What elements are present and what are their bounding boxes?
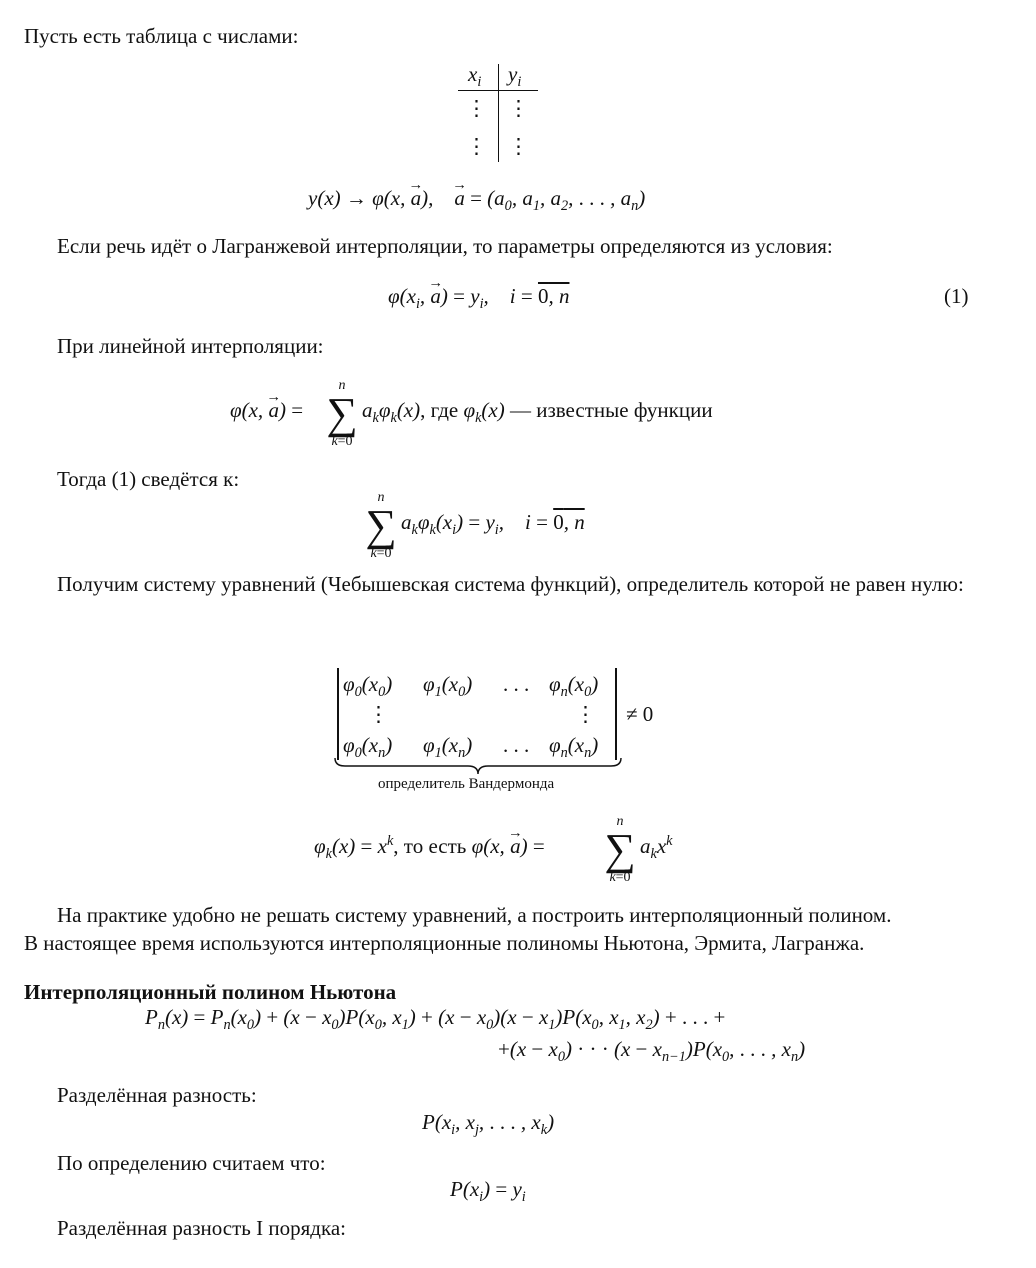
table-header-y: $y_i$ xyxy=(508,62,522,91)
newton-formula-line-1: $P_n(x) = P_n(x_0) + (x - x_0)P(x_0$, $x_1) + (x - x_0)(x - x_1)P(x_0$, $x_1$, $x_2$) + . . . + xyxy=(145,1005,726,1034)
lagrange-paragraph: Если речь идёт о Лагранжевой интерполяции, то параметры определяются из условия: xyxy=(57,234,833,258)
practice-line-2: В настоящее время используются интерполяционные полиномы Ньютона, Эрмита, Лагранжа. xyxy=(24,931,865,955)
det-cell: $\varphi_0(x_n)$ xyxy=(343,733,393,762)
table-dots: ⋮ xyxy=(466,134,487,158)
mapping-formula: y(x) → φ(x, a →), a → = ($a_0$, $a_1$, $a_2$, . . . , $a_n$) xyxy=(308,186,645,211)
system-paragraph: Получим систему уравнений (Чебышевская система функций), определитель которой не равен нулю: xyxy=(57,572,964,596)
linear-rhs: $a_k\varphi_k(x)$, где $\varphi_k(x)$ — известные функции xyxy=(362,398,713,427)
reduced-equation: $a_k\varphi_k(x_i) = y_i$, i = 0, n xyxy=(401,510,585,539)
practice-line-1: На практике удобно не решать систему уравнений, а построить интерполяционный полином. xyxy=(57,903,892,927)
first-order-paragraph: Разделённая разность I порядка: xyxy=(57,1216,346,1240)
vandermonde-label: определитель Вандермонда xyxy=(378,776,555,792)
not-equal-zero: ≠ 0 xyxy=(626,702,654,726)
newton-formula-line-2: $+(x - x_0)$ · · · $(x - x_{n-1})P(x_0$, . . . , $x_n$) xyxy=(498,1037,806,1066)
divided-difference-formula: $P(x_i$, $x_j$, . . . , $x_k$) xyxy=(422,1110,555,1139)
divided-difference-paragraph: Разделённая разность: xyxy=(57,1083,257,1107)
table-header-x: $x_i$ xyxy=(468,62,482,91)
section-heading-newton: Интерполяционный полином Ньютона xyxy=(24,980,397,1004)
power-basis-formula: $\varphi_k(x) = x^k$, то есть φ(x, a →) = xyxy=(314,834,545,859)
det-cell: $\varphi_0(x_0)$ xyxy=(343,672,393,701)
equation-1: $\varphi(x_i$, a →) = $y_i$, i = 0, n xyxy=(388,284,569,309)
det-cell: ⋮ xyxy=(368,702,389,726)
det-right-bar xyxy=(615,668,617,760)
det-left-bar xyxy=(337,668,339,760)
equation-number: (1) xyxy=(944,284,969,308)
by-definition-paragraph: По определению считаем что: xyxy=(57,1151,326,1175)
by-definition-formula: $P(x_i) = y_i$ xyxy=(450,1177,526,1206)
sum-symbol: n ∑ k=0 xyxy=(326,378,358,449)
table-dots: ⋮ xyxy=(508,134,529,158)
table-vline xyxy=(498,64,499,162)
det-cell: $\varphi_n(x_0)$ xyxy=(549,672,599,701)
power-basis-sum: $a_kx^k$ xyxy=(640,833,673,863)
table-dots: ⋮ xyxy=(466,96,487,120)
linear-lhs: φ(x, a →) = xyxy=(230,398,303,423)
then-paragraph: Тогда (1) сведётся к: xyxy=(57,467,240,491)
sum-symbol: n ∑ k=0 xyxy=(604,814,636,885)
det-cell: $\varphi_n(x_n)$ xyxy=(549,733,599,762)
det-cell: $\varphi_1(x_n)$ xyxy=(423,733,473,762)
linear-paragraph: При линейной интерполяции: xyxy=(57,334,324,358)
det-cell: . . . xyxy=(503,672,530,696)
det-cell: $\varphi_1(x_0)$ xyxy=(423,672,473,701)
table-dots: ⋮ xyxy=(508,96,529,120)
det-cell: ⋮ xyxy=(575,702,596,726)
intro-text: Пусть есть таблица с числами: xyxy=(24,24,299,48)
det-cell: . . . xyxy=(503,733,530,757)
sum-symbol: n ∑ k=0 xyxy=(365,490,397,561)
underbrace xyxy=(333,756,623,776)
